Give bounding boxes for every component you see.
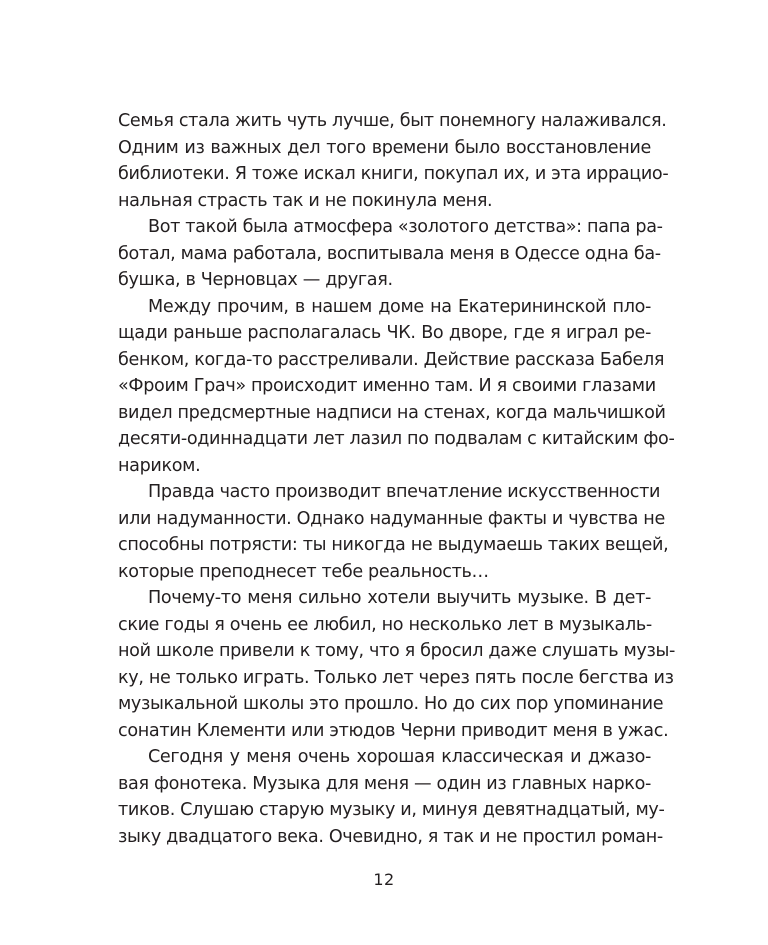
text-line: зыку двадцатого века. Очевидно, я так и не простил роман- [118, 826, 663, 847]
text-line: библиотеки. Я тоже искал книги, покупал их, и эта иррацио- [118, 164, 669, 184]
text-line: способны потрясти: ты никогда не выдумаешь таких вещей, [118, 535, 669, 555]
text-line: музыкальной школы это прошло. Но до сих пор упоминание [118, 694, 664, 714]
text-line: ские годы я очень ее любил, но несколько лет в музыкаль- [118, 614, 652, 635]
text-line: Одним из важных дел того времени было восстановление [118, 137, 651, 158]
text-line: нальная страсть так и не покинула меня. [118, 190, 493, 211]
text-line: десяти-одиннадцати лет лазил по подвалам с китайским фо- [118, 429, 675, 449]
text-line: вая фонотека. Музыка для меня — один из главных нарко- [118, 773, 651, 794]
text-line: видел предсмертные надписи на стенах, когда мальчишкой [118, 402, 666, 423]
text-line: Между прочим, в нашем доме на Екатерининской пло- [148, 296, 651, 317]
text-line: Вот такой была атмосфера «золотого детства»: папа ра- [148, 217, 663, 237]
body-text [118, 108, 675, 850]
text-line: которые преподнесет тебе реальность… [118, 561, 489, 582]
text-line: бенком, когда-то расстреливали. Действие рассказа Бабеля [118, 349, 665, 370]
text-line: Сегодня у меня очень хорошая классическая и джазо- [148, 747, 651, 767]
text-line: тиков. Слушаю старую музыку и, минуя девятнадцатый, му- [118, 800, 665, 820]
text-line: щади раньше располагалась ЧК. Во дворе, где я играл ре- [118, 323, 651, 343]
text-line: или надуманности. Однако надуманные факты и чувства не [118, 508, 665, 529]
text-line: нариком. [118, 455, 201, 476]
text-line: ботал, мама работала, воспитывала меня в Одессе одна ба- [118, 243, 661, 264]
text-line: ной школе привели к тому, что я бросил даже слушать музы- [118, 641, 675, 661]
text-line: Правда часто производит впечатление искусственности [148, 482, 661, 502]
text-line: Почему-то меня сильно хотели выучить музыке. В дет- [148, 588, 651, 608]
text-line: Семья стала жить чуть лучше, быт понемногу налаживался. [118, 111, 667, 131]
page-number: 12 [373, 870, 395, 889]
text-line: ку, не только играть. Только лет через пять после бегства из [118, 667, 674, 688]
text-line: бушка, в Черновцах — другая. [118, 270, 393, 290]
text-line: «Фроим Грач» происходит именно там. И я своими глазами [118, 376, 656, 396]
text-line: сонатин Клементи или этюдов Черни приводит меня в ужас. [118, 720, 669, 741]
